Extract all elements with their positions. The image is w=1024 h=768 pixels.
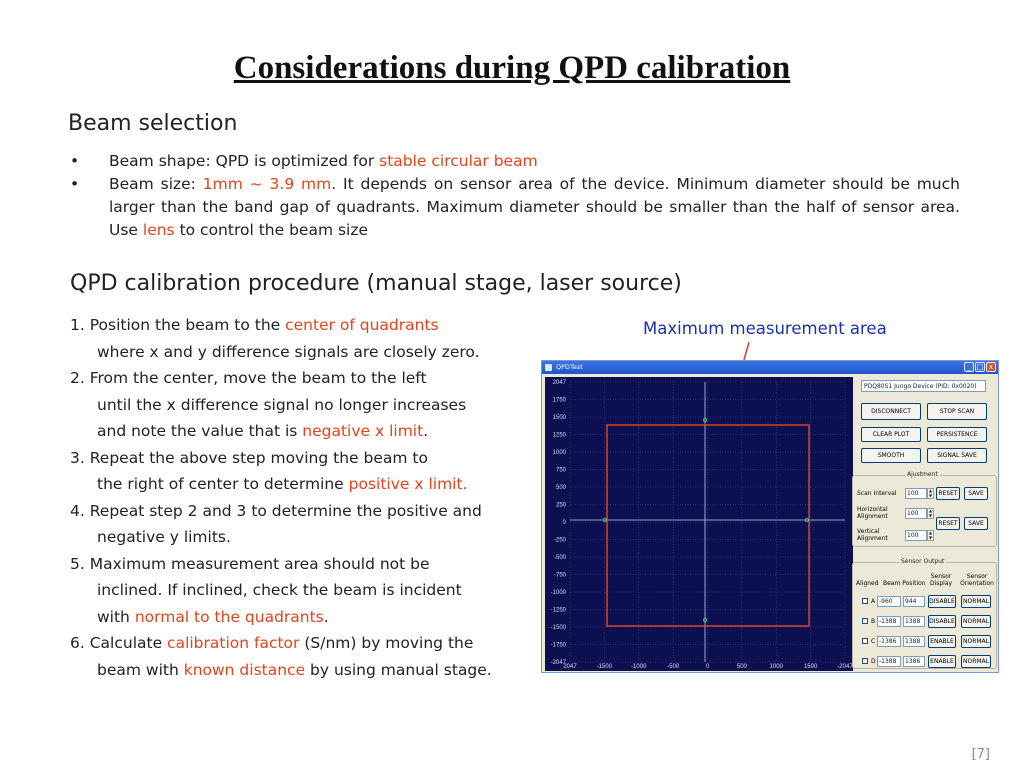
- scan-interval-label: Scan Interval: [857, 490, 897, 497]
- x-tick-label: 500: [736, 664, 747, 670]
- scan-reset-button[interactable]: RESET: [936, 487, 960, 500]
- y-tick-label: -1000: [550, 590, 566, 596]
- x-tick-label: 1500: [803, 664, 818, 670]
- y-tick-label: 750: [555, 467, 566, 474]
- scan-interval-field[interactable]: 100: [905, 488, 927, 499]
- y-tick-label: 250: [555, 502, 566, 509]
- sensor-display-button[interactable]: DISABLE: [928, 615, 956, 628]
- y-tick-label: 2047: [552, 380, 566, 386]
- vertical-alignment-spinner[interactable]: ▲ ▼: [928, 530, 933, 540]
- sensor-row-label: C: [871, 638, 876, 645]
- col-beam-position-header: Beam Position: [883, 580, 926, 587]
- step-6: 6. Calculate calibration factor (S/nm) by moving the: [70, 634, 474, 652]
- disconnect-button[interactable]: DISCONNECT: [861, 403, 921, 420]
- x-tick-label: 0: [705, 664, 710, 670]
- scan-interval-spinner[interactable]: ▲ ▼: [928, 488, 933, 498]
- device-select[interactable]: PDQ80S1 Jungo Device (PID: 0x0020): [861, 380, 986, 392]
- minimize-button[interactable]: _: [964, 362, 974, 372]
- callout-label: Maximum measurement area: [643, 319, 887, 338]
- beam-y-field[interactable]: 1388: [903, 616, 925, 627]
- maximize-button[interactable]: □: [976, 363, 984, 371]
- page-number: [7]: [971, 747, 990, 762]
- beam-bullet-list: [70, 150, 960, 242]
- scan-save-button[interactable]: SAVE: [964, 487, 988, 500]
- x-tick-label: -500: [667, 664, 680, 670]
- alignment-save-button[interactable]: SAVE: [964, 517, 988, 530]
- y-tick-label: -1500: [550, 625, 566, 631]
- beam-x-field[interactable]: -1386: [877, 636, 901, 647]
- bullet-beam-size: • Beam size: 1mm ~ 3.9 mm. It depends on sensor area of the device. Minimum diameter should be much larger than the band gap of quadrants. Maximum diameter should be smaller than the half of sensor area. Use lens to control the beam size: [70, 175, 960, 239]
- beam-x-field[interactable]: -1388: [877, 616, 901, 627]
- section-beam-selection: Beam selection: [68, 111, 238, 136]
- y-tick-label: -1250: [550, 607, 566, 614]
- adjustment-group: [852, 471, 997, 547]
- step-5: 5. Maximum measurement area should not be: [70, 554, 430, 573]
- sensor-orientation-button[interactable]: NORMAL: [961, 595, 991, 608]
- signal-save-button[interactable]: SIGNAL SAVE: [927, 448, 987, 463]
- plot-background: [545, 377, 853, 671]
- sensor-row-label: D: [871, 658, 876, 665]
- step-4: 4. Repeat step 2 and 3 to determine the positive and: [70, 501, 482, 520]
- persistence-button[interactable]: PERSISTENCE: [927, 427, 987, 442]
- beam-x-field[interactable]: -1388: [877, 656, 901, 667]
- aligned-checkbox[interactable]: [862, 598, 868, 604]
- sensor-output-legend: Sensor Output: [901, 558, 945, 565]
- close-button[interactable]: x: [986, 362, 996, 372]
- sensor-display-button[interactable]: ENABLE: [928, 635, 956, 648]
- col-sensor-orientation-header: Sensor Orientation: [960, 573, 994, 587]
- sensor-orientation-button[interactable]: NORMAL: [961, 655, 991, 668]
- alignment-reset-button[interactable]: RESET: [936, 517, 960, 530]
- stop-scan-button[interactable]: STOP SCAN: [927, 403, 987, 420]
- y-tick-label: -250: [553, 537, 566, 544]
- beam-position-plot: [545, 377, 853, 671]
- x-tick-label: -1000: [631, 664, 647, 670]
- y-tick-label: 500: [555, 485, 566, 491]
- y-tick-label: 1500: [552, 415, 566, 421]
- beam-y-field[interactable]: 1386: [903, 656, 925, 667]
- smooth-button[interactable]: SMOOTH: [861, 448, 921, 463]
- app-icon: [545, 364, 552, 371]
- clear-plot-button[interactable]: CLEAR PLOT: [861, 427, 921, 442]
- sensor-display-button[interactable]: ENABLE: [928, 655, 956, 668]
- beam-y-field[interactable]: 944: [903, 596, 925, 607]
- sensor-orientation-button[interactable]: NORMAL: [961, 635, 991, 648]
- horizontal-alignment-label: Horizontal Alignment: [857, 506, 888, 520]
- aligned-checkbox[interactable]: [862, 658, 868, 664]
- procedure-steps: 1. Position the beam to the center of quadrants where x and y difference signals are closely zero. 2. From the center, move the beam to the left until the x difference signal no longer increases and note the value that is negative x limit. 3. Repeat the above step moving the beam to the right of center to determine positive x limit. 4. Repeat step 2 and 3 to determine the positive and negative y limits. 5. Maximum measurement area should not be inclined. If inclined, check the beam is incident with normal to the quadrants. 6. Calculate calibration factor (S/nm) by moving the beam with known distance by using manual stage.: [70, 312, 492, 683]
- y-tick-label: -2047: [550, 660, 566, 666]
- aligned-checkbox[interactable]: [862, 638, 868, 644]
- beam-y-field[interactable]: 1388: [903, 636, 925, 647]
- horizontal-alignment-spinner[interactable]: ▲ ▼: [928, 508, 933, 518]
- y-tick-label: 0: [562, 520, 566, 526]
- x-tick-label: 1000: [769, 664, 783, 670]
- y-tick-label: 1750: [552, 397, 566, 404]
- bullet-beam-shape: • Beam shape: QPD is optimized for stable circular beam: [70, 150, 960, 173]
- col-sensor-display-header: Sensor Display: [929, 573, 953, 587]
- sensor-row-label: B: [871, 618, 876, 625]
- bullet-marker: •: [70, 152, 80, 170]
- step-3: 3. Repeat the above step moving the beam to: [70, 448, 428, 467]
- section-calibration-procedure: QPD calibration procedure (manual stage, laser source): [70, 271, 682, 296]
- step-1: 1. Position the beam to the center of quadrants: [70, 316, 439, 334]
- adjustment-legend: Ajustment: [907, 471, 938, 478]
- y-tick-label: 1000: [552, 450, 566, 456]
- qpdtest-window: [541, 360, 999, 673]
- aligned-checkbox[interactable]: [862, 618, 868, 624]
- x-tick-label: -2047: [837, 664, 853, 670]
- sensor-display-button[interactable]: DISABLE: [928, 595, 956, 608]
- slide-title: Considerations during QPD calibration: [233, 50, 791, 86]
- x-tick-label: 2047: [563, 664, 577, 670]
- horizontal-alignment-field[interactable]: 100: [905, 508, 927, 519]
- vertical-alignment-field[interactable]: 100: [905, 530, 927, 541]
- y-tick-label: -750: [553, 572, 566, 579]
- x-tick-label: -1500: [596, 664, 613, 670]
- y-tick-label: -1750: [550, 642, 566, 649]
- y-tick-label: 1250: [552, 432, 566, 439]
- col-aligned-header: Aligned: [856, 580, 879, 587]
- bullet-marker: •: [70, 175, 80, 193]
- sensor-output-group: [852, 558, 997, 669]
- sensor-row-label: A: [871, 598, 876, 605]
- beam-x-field[interactable]: -960: [877, 596, 901, 607]
- y-tick-label: -500: [553, 555, 566, 561]
- window-title: QPDTest: [556, 363, 583, 371]
- step-2: 2. From the center, move the beam to the left: [70, 369, 427, 387]
- sensor-orientation-button[interactable]: NORMAL: [961, 615, 991, 628]
- vertical-alignment-label: Vertical Alignment: [857, 528, 888, 542]
- window-titlebar[interactable]: [542, 361, 998, 374]
